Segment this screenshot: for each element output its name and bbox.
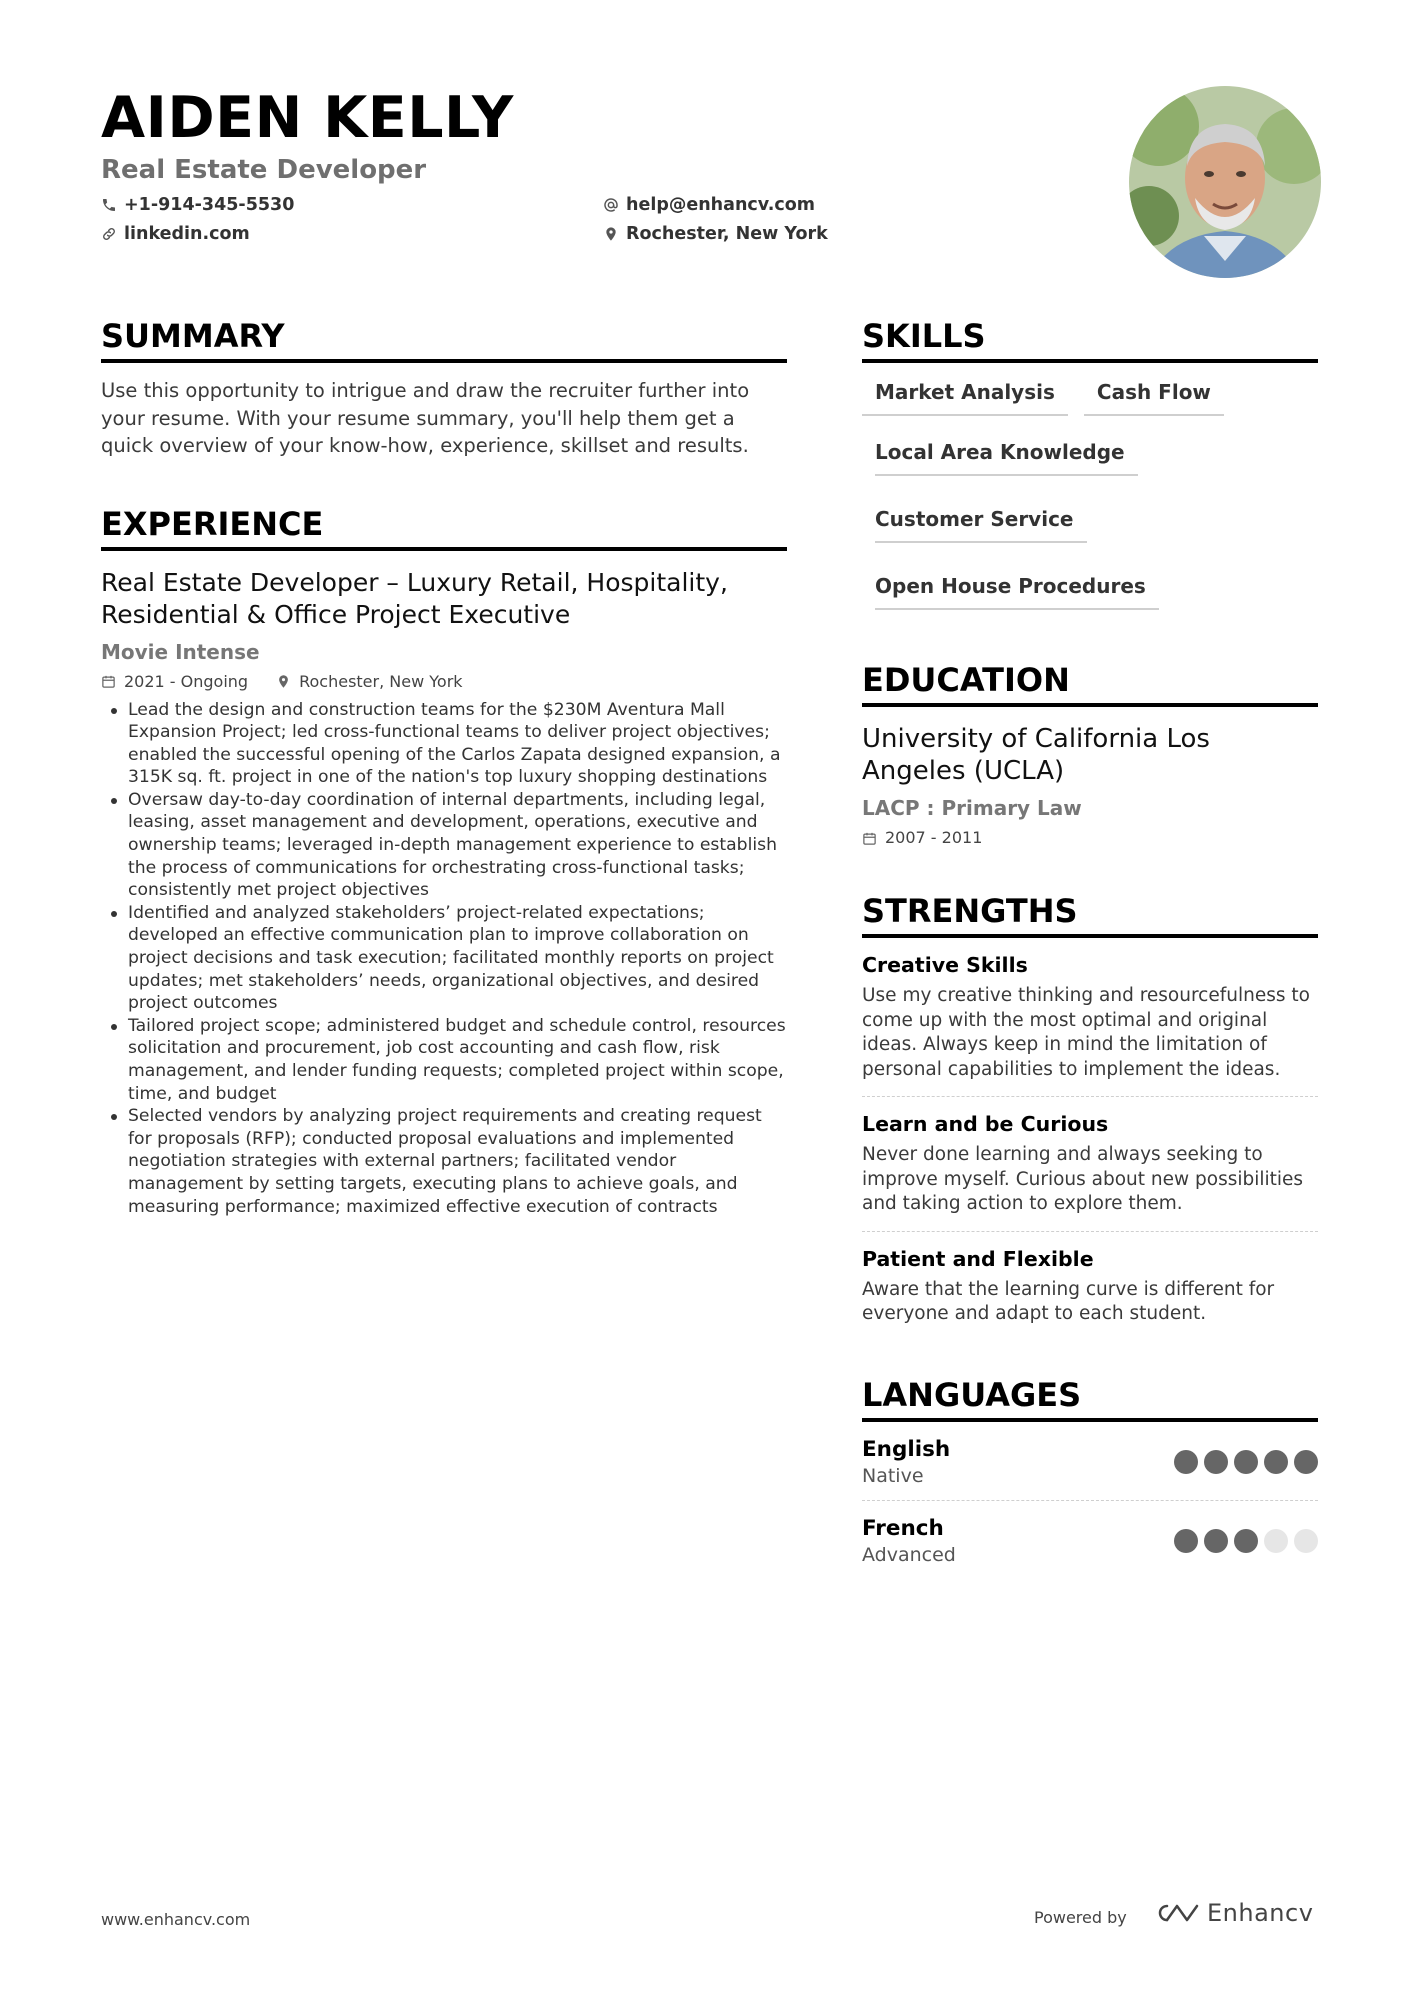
linkedin-text: linkedin.com xyxy=(124,224,250,244)
proficiency-dots xyxy=(1174,1450,1318,1474)
summary-heading: SUMMARY xyxy=(101,316,787,363)
proficiency-dots xyxy=(1174,1529,1318,1553)
strength-text: Use my creative thinking and resourcefulness to come up with the most optimal and original ideas. Always keep in mind the limitation of personal capabilities to implement the ideas. xyxy=(862,985,1310,1080)
list-item: Lead the design and construction teams for the $230M Aventura Mall Expansion Project; led cross-functional teams to deliver project objectives; enabled the successful opening of the Carlos Zapata designed expansion, a 315K sq. ft. project in one of the nation's top luxury shopping destinations xyxy=(128,699,787,789)
strength-title: Learn and be Curious xyxy=(862,1112,1109,1136)
proficiency-dot-filled xyxy=(1234,1450,1258,1474)
language-level: Native xyxy=(862,1464,924,1487)
language-name: French xyxy=(862,1515,944,1541)
proficiency-dot-filled xyxy=(1174,1529,1198,1553)
candidate-name: AIDEN KELLY xyxy=(101,85,514,151)
proficiency-dot-empty xyxy=(1264,1529,1288,1553)
language-level: Advanced xyxy=(862,1543,956,1566)
summary-text: Use this opportunity to intrigue and draw the recruiter further into your resume. With your resume summary, you'll help them get a quick overview of your know-how, experience, skillset and results. xyxy=(101,379,750,457)
job-meta xyxy=(101,671,787,693)
skills-heading: SKILLS xyxy=(862,316,1318,363)
skill-tag: Customer Service xyxy=(875,504,1087,543)
phone-icon xyxy=(101,197,117,213)
calendar-icon xyxy=(862,831,877,846)
job-dates: 2021 - Ongoing xyxy=(124,671,249,691)
skill-tag: Open House Procedures xyxy=(875,571,1159,610)
enhancv-logo-icon xyxy=(1153,1901,1199,1925)
proficiency-dot-filled xyxy=(1234,1529,1258,1553)
skill-tag-wrapper xyxy=(862,504,1318,550)
list-item: Oversaw day-to-day coordination of internal departments, including legal, leasing, asset management and development, operations, executive and ownership teams; leveraged in-depth management experience to establish the process of communications for orchestrating cross-functional tasks; consistently met project objectives xyxy=(128,789,787,902)
education-section xyxy=(862,660,1318,849)
calendar-icon xyxy=(101,674,116,689)
school-name: University of California Los Angeles (UCLA) xyxy=(862,724,1210,786)
right-column xyxy=(862,316,1318,1579)
education-heading: EDUCATION xyxy=(862,660,1318,707)
company-name: Movie Intense xyxy=(101,639,260,664)
contact-location xyxy=(603,222,828,246)
strength-text: Aware that the learning curve is different for everyone and adapt to each student. xyxy=(862,1278,1275,1324)
strength-title: Patient and Flexible xyxy=(862,1246,1094,1271)
skills-section xyxy=(862,316,1318,638)
job-bullets xyxy=(101,699,787,1219)
skill-tag-wrapper xyxy=(862,571,1318,617)
experience-heading: EXPERIENCE xyxy=(101,504,787,551)
skills-list xyxy=(862,377,1318,638)
strength-text: Never done learning and always seeking to improve myself. Curious about new possibilities and taking action to explore them. xyxy=(862,1144,1304,1214)
left-column xyxy=(101,316,787,1218)
location-pin-icon xyxy=(276,674,291,689)
experience-section xyxy=(101,504,787,1219)
experience-entry xyxy=(101,567,787,1219)
job-title: Real Estate Developer – Luxury Retail, Hospitality, Residential & Office Project Executive xyxy=(101,567,728,629)
list-item: Selected vendors by analyzing project requirements and creating request for proposals (RFP); conducted proposal evaluations and implemented negotiation strategies with external partners; facilitated vendor management by setting targets, executing plans to achieve goals, and measuring performance; maximized effective execution of contracts xyxy=(128,1105,787,1218)
profile-photo xyxy=(1129,86,1321,278)
proficiency-dot-filled xyxy=(1174,1450,1198,1474)
contact-email[interactable] xyxy=(603,193,815,217)
languages-heading: LANGUAGES xyxy=(862,1375,1318,1422)
avatar xyxy=(1129,86,1321,278)
powered-by-text: Powered by xyxy=(1034,1908,1127,1927)
phone-text: +1-914-345-5530 xyxy=(124,195,295,215)
strength-item xyxy=(862,938,1318,1097)
list-item: Identified and analyzed stakeholders’ project-related expectations; developed an effective communication plan to improve collaboration on project decisions and task execution; facilitated monthly reports on project updates; met stakeholders’ needs, organizational objectives, and desired project outcomes xyxy=(128,902,787,1015)
proficiency-dot-filled xyxy=(1264,1450,1288,1474)
list-item: Tailored project scope; administered budget and schedule control, resources solicitation and procurement, job cost accounting and cash flow, risk management, and lender funding requests; completed project within scope, time, and budget xyxy=(128,1015,786,1104)
education-dates: 2007 - 2011 xyxy=(885,828,983,847)
language-item xyxy=(862,1501,1318,1579)
degree: LACP : Primary Law xyxy=(862,796,1082,820)
strength-item xyxy=(862,1232,1318,1341)
brand-logo[interactable] xyxy=(1153,1899,1313,1927)
proficiency-dot-filled xyxy=(1204,1450,1228,1474)
summary-section xyxy=(101,316,787,460)
skill-tag: Cash Flow xyxy=(1084,377,1224,416)
contact-phone[interactable] xyxy=(101,193,294,217)
proficiency-dot-filled xyxy=(1204,1529,1228,1553)
contact-linkedin[interactable] xyxy=(101,222,250,246)
link-icon xyxy=(101,226,117,242)
at-icon xyxy=(603,197,619,213)
proficiency-dot-empty xyxy=(1294,1529,1318,1553)
language-name: English xyxy=(862,1436,951,1462)
skill-tag: Local Area Knowledge xyxy=(875,437,1138,476)
email-text: help@enhancv.com xyxy=(626,195,816,215)
strength-item xyxy=(862,1097,1318,1232)
skill-tag: Market Analysis xyxy=(862,377,1068,416)
skill-tag-wrapper xyxy=(862,437,1318,483)
candidate-role: Real Estate Developer xyxy=(101,155,427,185)
job-location: Rochester, New York xyxy=(299,671,463,691)
location-pin-icon xyxy=(603,226,619,242)
location-text: Rochester, New York xyxy=(626,224,828,244)
proficiency-dot-filled xyxy=(1294,1450,1318,1474)
footer-url[interactable]: www.enhancv.com xyxy=(101,1910,251,1929)
strength-title: Creative Skills xyxy=(862,953,1028,977)
strengths-heading: STRENGTHS xyxy=(862,891,1318,938)
brand-text: Enhancv xyxy=(1207,1899,1314,1927)
education-meta xyxy=(862,827,1318,849)
strengths-section xyxy=(862,891,1318,1341)
languages-section xyxy=(862,1375,1318,1579)
language-item xyxy=(862,1422,1318,1501)
